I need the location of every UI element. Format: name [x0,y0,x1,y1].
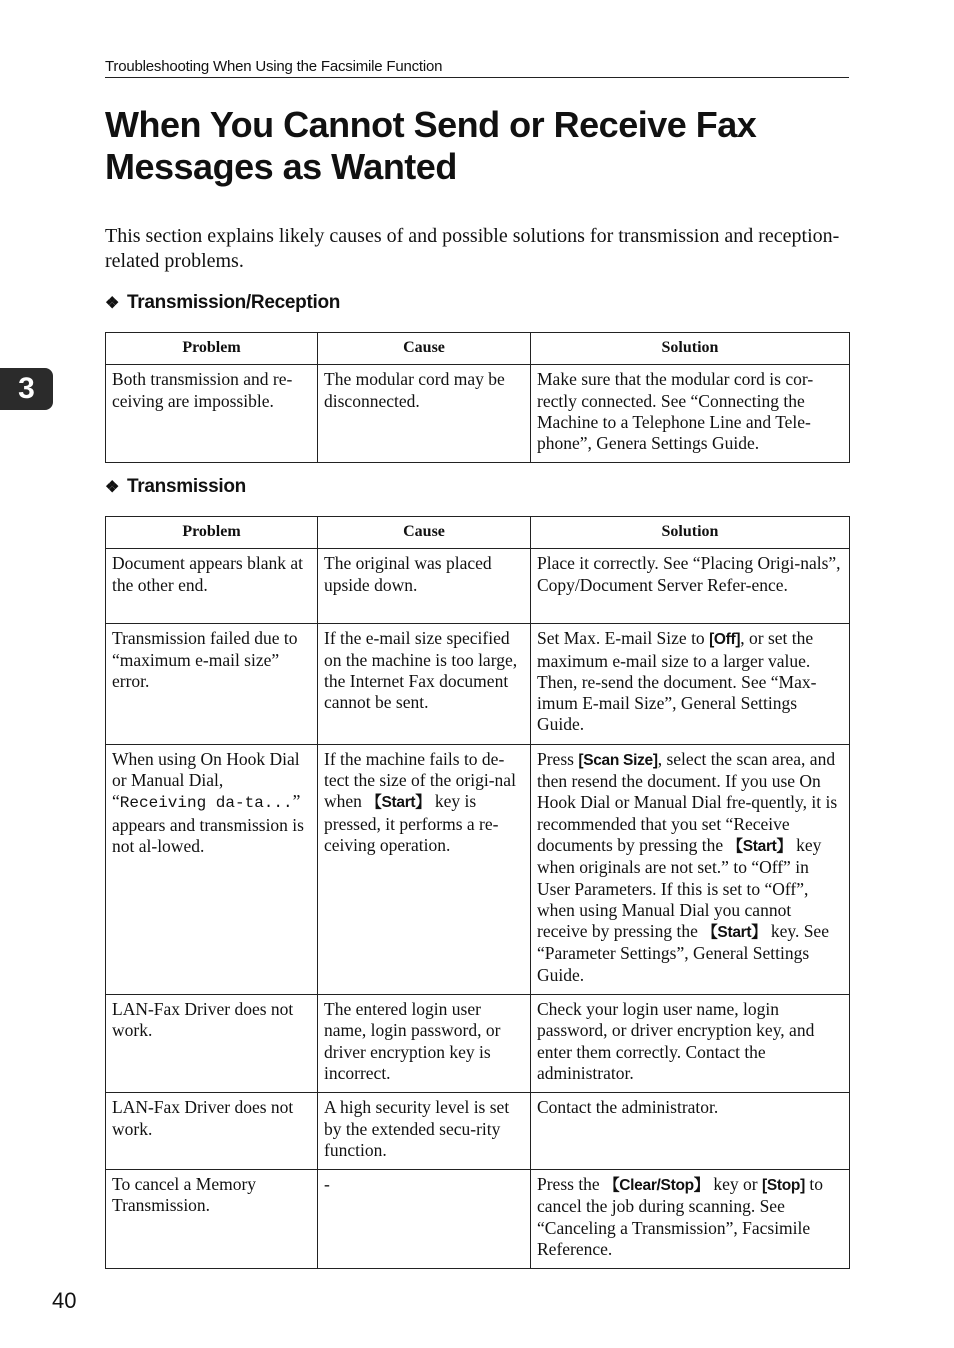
cause-cell: A high security level is set by the extended secu-rity function. [318,1093,531,1170]
solution-text: to cancel the job during scanning. See “Canceling a Transmission”, Facsimile Reference. [537,1174,823,1260]
header-cause: Cause [318,333,531,365]
section-heading-label: Transmission [127,476,246,497]
solution-text: , or set the maximum e-mail size to a larger value. Then, re-send the document. See “Max-imum E-mail Size”, General Settings Guide. [537,628,817,735]
solution-cell [531,1170,850,1269]
diamond-bullet-icon: ❖ [105,295,120,312]
cause-cell: The modular cord may be disconnected. [318,365,531,463]
header-solution: Solution [531,333,850,365]
transmission-table [105,516,850,1269]
solution-text: , select the scan area, and then resend the document. If you use On Hook Dial or Manual Dial fre-quently, it is recommended that you set “Receive documents by pressing the [537,748,838,855]
page-title-line-1: When You Cannot Send or Receive Fax [105,104,757,145]
table-row [106,624,850,744]
solution-cell: Contact the administrator. [531,1093,850,1170]
solution-text: key or [709,1174,762,1195]
problem-text: ” appears and transmission is not al-lowed. [112,791,304,856]
table-row [106,549,850,624]
transmission-reception-table [105,332,850,463]
cause-cell: The original was placed upside down. [318,549,531,624]
solution-cell: Place it correctly. See “Placing Origi-nals”, Copy/Document Server Refer-ence. [531,549,850,624]
solution-cell [531,624,850,744]
start-key-label: 【Start】 [366,794,431,812]
problem-cell: Transmission failed due to “maximum e-mail size” error. [106,624,318,744]
problem-cell [106,744,318,994]
cause-cell: - [318,1170,531,1269]
running-header: Troubleshooting When Using the Facsimile Function [105,58,849,78]
solution-cell: Make sure that the modular cord is cor-rectly connected. See “Connecting the Machine to a Telephone Line and Tele-phone”, Genera Settings Guide. [531,365,850,463]
page-title-line-2: Messages as Wanted [105,146,457,187]
solution-cell: Check your login user name, login password, or driver encryption key, and enter them correctly. Contact the administrator. [531,995,850,1093]
table-header-row [106,517,850,549]
cause-cell [318,744,531,994]
solution-text: key when originals are not set.” to “Off” in User Parameters. If this is set to “Off”, when using Manual Dial you cannot receive by pressing the [537,834,822,942]
cause-text: If the machine fails to de-tect the size of the origi-nal when [324,748,516,812]
table-row [106,1170,850,1269]
solution-text: Set Max. E-mail Size to [537,628,710,649]
header-problem: Problem [106,333,318,365]
problem-cell: Document appears blank at the other end. [106,549,318,624]
start-key-label: 【Start】 [702,924,767,942]
problem-text: When using On Hook Dial or Manual Dial, “ [112,748,300,812]
start-key-label: 【Start】 [727,837,792,855]
display-message: Receiving da-ta... [119,794,293,813]
solution-cell [531,744,850,994]
intro-paragraph: This section explains likely causes of and possible solutions for transmission and reception-related problems. [105,225,840,272]
solution-text: Press [537,748,579,769]
page-number: 40 [52,1288,77,1313]
table-row [106,1093,850,1170]
scan-size-key-label: [Scan Size] [578,751,658,769]
stop-key-label: [Stop] [761,1177,805,1195]
section-heading-transmission [105,476,246,498]
clear-stop-key-label: 【Clear/Stop】 [604,1177,709,1195]
solution-text: key. See “Parameter Settings”, General Settings Guide. [537,921,829,985]
problem-cell: Both transmission and re-ceiving are impossible. [106,365,318,463]
off-key-label: [Off] [709,631,741,649]
table-row [106,995,850,1093]
header-solution: Solution [531,517,850,549]
diamond-bullet-icon: ❖ [105,479,120,496]
header-problem: Problem [106,517,318,549]
cause-text: key is pressed, it performs a re-ceiving operation. [324,791,499,855]
section-heading-transmission-reception [105,292,340,314]
cause-cell: If the e-mail size specified on the machine is too large, the Internet Fax document cannot be sent. [318,624,531,744]
problem-cell: LAN-Fax Driver does not work. [106,1093,318,1170]
chapter-tab: 3 [0,368,53,410]
solution-text: Press the [537,1174,605,1195]
section-heading-label: Transmission/Reception [127,292,341,313]
header-cause: Cause [318,517,531,549]
page-title [105,104,865,188]
cause-cell: The entered login user name, login password, or driver encryption key is incorrect. [318,995,531,1093]
problem-cell: LAN-Fax Driver does not work. [106,995,318,1093]
table-row [106,744,850,994]
table-header-row [106,333,850,365]
problem-cell: To cancel a Memory Transmission. [106,1170,318,1269]
table-row [106,365,850,463]
